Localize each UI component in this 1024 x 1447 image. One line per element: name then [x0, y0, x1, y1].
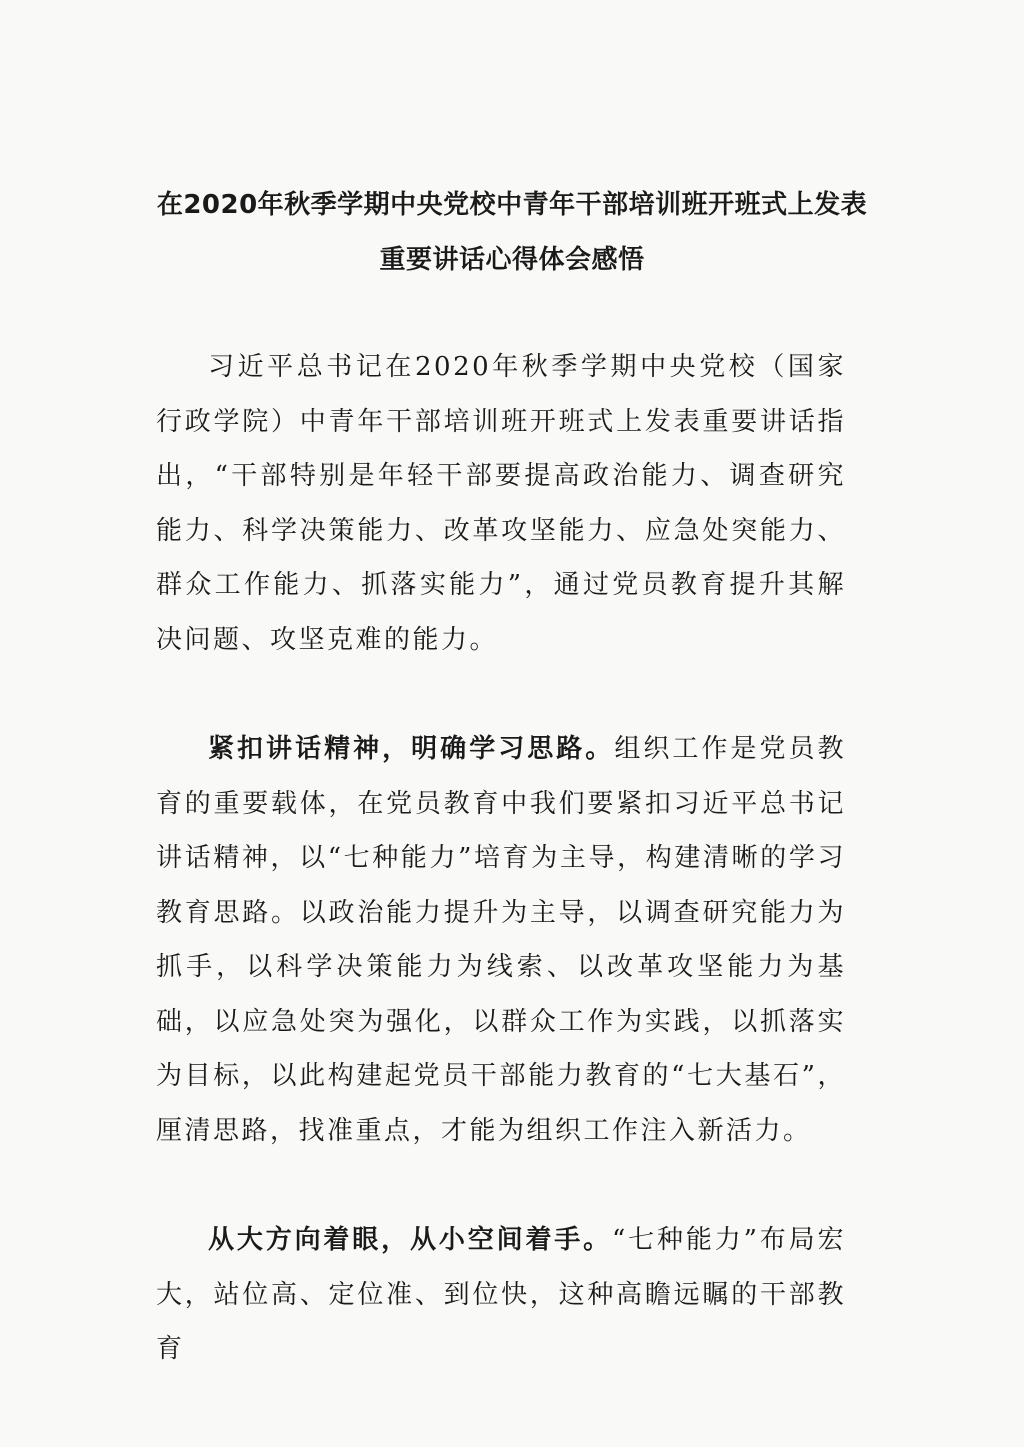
paragraph-text: 习近平总书记在2020年秋季学期中央党校（国家行政学院）中青年干部培训班开班式上发表重要讲话指出，“干部特别是年轻干部要提高政治能力、调查研究能力、科学决策能力、改革攻坚能力、应急处突能力、群众工作能力、抓落实能力”，通过党员教育提升其解决问题、攻坚克难的能力。 [156, 352, 846, 655]
paragraph-lead: 紧扣讲话精神，明确学习思路。 [208, 734, 615, 764]
paragraph-learning-approach [156, 722, 846, 1158]
paragraph-text: 组织工作是党员教育的重要载体，在党员教育中我们要紧扣习近平总书记讲话精神，以“七种能力”培育为主导，构建清晰的学习教育思路。以政治能力提升为主导，以调查研究能力为抓手，以科学决策能力为线索、以改革攻坚能力为基础，以应急处突为强化，以群众工作为实践，以抓落实为目标，以此构建起党员干部能力教育的“七大基石”，厘清思路，找准重点，才能为组织工作注入新活力。 [156, 734, 846, 1146]
document-body [156, 340, 846, 1377]
paragraph-text: “七种能力”布局宏大，站位高、定位准、到位快，这种高瞻远瞩的干部教育 [156, 1225, 846, 1364]
paragraph-intro [156, 340, 846, 667]
paragraph-lead: 从大方向着眼，从小空间着手。 [208, 1225, 613, 1255]
document-title: 在2020年秋季学期中央党校中青年干部培训班开班式上发表重要讲话心得体会感悟 [156, 190, 868, 275]
paragraph-big-picture [156, 1213, 846, 1377]
